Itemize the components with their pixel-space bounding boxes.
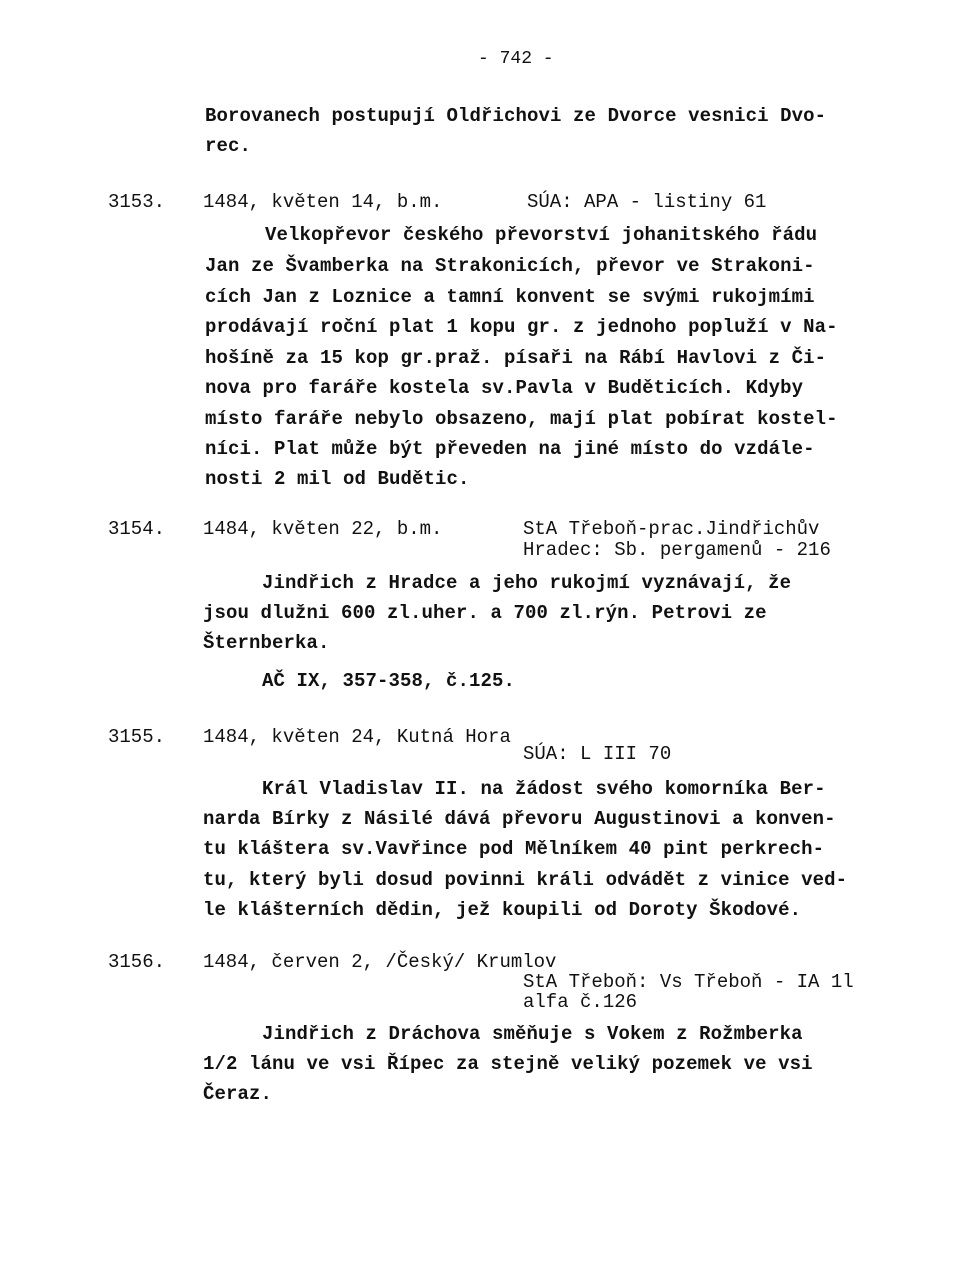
- entry-text-line: 1/2 lánu ve vsi Řípec za stejně veliký pozemek ve vsi: [203, 1053, 813, 1075]
- entry-source: StA Třeboň-prac.Jindřichův: [523, 518, 820, 540]
- entry-text-line: Velkopřevor českého převorství johanitského řádu: [265, 224, 818, 246]
- entry-text-line: Jindřich z Hradce a jeho rukojmí vyznávají, že: [262, 572, 792, 594]
- entry-text-line: jsou dlužni 600 zl.uher. a 700 zl.rýn. Petrovi ze: [203, 602, 767, 624]
- entry-text-line: nova pro faráře kostela sv.Pavla v Buděticích. Kdyby: [205, 377, 804, 399]
- entry-text-line: narda Bírky z Násilé dává převoru Augustinovi a konven-: [203, 808, 836, 830]
- entry-text-line: Jan ze Švamberka na Strakonicích, převor ve Strakoni-: [205, 255, 815, 277]
- entry-text-line: Čeraz.: [203, 1083, 273, 1105]
- entry-text-line: nosti 2 mil od Budětic.: [205, 468, 470, 490]
- entry-source: SÚA: APA - listiny 61: [527, 191, 767, 213]
- entry-source: SÚA: L III 70: [523, 743, 672, 765]
- entry-text-line: cích Jan z Loznice a tamní konvent se svými rukojmími: [205, 286, 815, 308]
- entry-text-line: hošíně za 15 kop gr.praž. písaři na Rábí Havlovi z Či-: [205, 347, 827, 369]
- entry-text-line: prodávají roční plat 1 kopu gr. z jednoho popluží v Na-: [205, 316, 838, 338]
- entry-source: Hradec: Sb. pergamenů - 216: [523, 539, 831, 561]
- entry-text-line: Jindřich z Dráchova směňuje s Vokem z Rožmberka: [262, 1023, 803, 1045]
- entry-text-line: Král Vladislav II. na žádost svého komorníka Ber-: [262, 778, 826, 800]
- entry-text-line: níci. Plat může být převeden na jiné místo do vzdále-: [205, 438, 815, 460]
- entry-number: 3153.: [108, 191, 166, 213]
- entry-source: alfa č.126: [523, 991, 638, 1013]
- entry-number: 3155.: [108, 726, 166, 748]
- entry-text-line: le klášterních dědin, jež koupili od Doroty Škodové.: [203, 899, 802, 921]
- entry-date: 1484, květen 24, Kutná Hora: [203, 726, 511, 748]
- entry-source: StA Třeboň: Vs Třeboň - IA 1l: [523, 971, 854, 993]
- entry-date: 1484, červen 2, /Český/ Krumlov: [203, 951, 557, 973]
- entry-date: 1484, květen 22, b.m.: [203, 518, 443, 540]
- intro-line: rec.: [205, 135, 252, 157]
- entry-text-line: místo faráře nebylo obsazeno, mají plat pobírat kostel-: [205, 408, 838, 430]
- entry-text-line: Šternberka.: [203, 632, 330, 654]
- entry-note: AČ IX, 357-358, č.125.: [262, 670, 516, 692]
- entry-number: 3154.: [108, 518, 166, 540]
- page-number: - 742 -: [478, 49, 554, 69]
- entry-date: 1484, květen 14, b.m.: [203, 191, 443, 213]
- entry-number: 3156.: [108, 951, 166, 973]
- intro-line: Borovanech postupují Oldřichovi ze Dvorce vesnici Dvo-: [205, 105, 827, 127]
- entry-text-line: tu, který byli dosud povinni králi odvádět z vinice ved-: [203, 869, 848, 891]
- entry-text-line: tu kláštera sv.Vavřince pod Mělníkem 40 pint perkrech-: [203, 838, 825, 860]
